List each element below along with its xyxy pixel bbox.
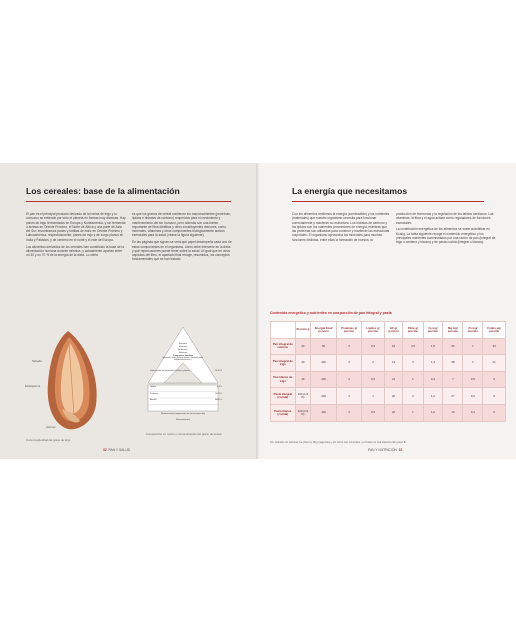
- table-cell: 3: [336, 371, 361, 388]
- label-endosperma: Endosperma: [25, 385, 41, 388]
- pyramid-tier: Compuestos fenólicos: [172, 355, 194, 357]
- paragraph: Con los alimentos recibimos la energía (combustible) y los nutrientes (materiales) que nuestro organismo necesita para funcionar correctamente y mantener su estructura. Los hidratos de carbono y los lípidos son los nutrientes proveedores de energía, mientras que las proteínas son utilizadas para construir y mantener las estructuras corporales. El organismo aprovecha los minerales para muchas funciones distintas, entre ellas la formación de huesos, la: [292, 212, 390, 242]
- row-label: Pan integral de trigo: [271, 355, 296, 372]
- table-cell: 6: [483, 404, 506, 421]
- table-cell: 3: [336, 338, 361, 355]
- table-cell: 4,5: [403, 338, 423, 355]
- table-cell: 0,4: [463, 404, 483, 421]
- table-cell: 1,0: [423, 404, 443, 421]
- right-footer: [368, 448, 402, 452]
- pyramid-tier: Esteroles: [179, 343, 187, 345]
- pyramid-tier: Minerales: [178, 346, 188, 348]
- table-cell: 9: [483, 371, 506, 388]
- table-cell: 10: [443, 404, 463, 421]
- running-head: PAN Y NUTRICIÓN: [368, 448, 397, 452]
- table-header: Folato μg/ porción: [483, 322, 506, 339]
- table-note: HC: hidratos de carbono; Fe (hierro); Mg (magnesio) y Zn (zinc) son minerales, y el folato es una vitamina del grupo B.: [270, 441, 407, 444]
- paragraph: producción de hormonas y la regulación de los latidos cardiacos. Las vitaminas, la fibra y el agua actúan como reguladores de funciones esenciales.: [396, 212, 494, 225]
- row-label: Pasta integral (cocida): [271, 388, 296, 405]
- right-page-title: La energía que necesitamos: [292, 186, 408, 196]
- table-row: [271, 338, 506, 355]
- table-cell: 4: [336, 388, 361, 405]
- right-column-1: [292, 212, 390, 245]
- table-header: Mg mg/ porción: [443, 322, 463, 339]
- table-cell: 34: [443, 338, 463, 355]
- page-number: 32: [103, 448, 107, 452]
- pyramid-row-label: Almidón: [150, 399, 157, 401]
- wheat-grain-illustration: [40, 329, 110, 433]
- pyramid-micro-label: Micronutrientes (componentes de menor proporción): [160, 413, 206, 415]
- table-cell: 100: [311, 404, 337, 421]
- label-germen: Germen: [46, 426, 56, 429]
- table-cell: 14: [384, 355, 402, 372]
- label-salvado: Salvado: [32, 360, 42, 363]
- table-cell: 20: [384, 404, 402, 421]
- table-cell: 1,5: [423, 338, 443, 355]
- table-cell: 7: [443, 371, 463, 388]
- paragraph: En las páginas que siguen se verá qué papel desempeña cada uno de estos componentes en el organismo, cómo debe intervenir en la dieta y qué repercusiones puede tener sobre la salud. Al igual que en otros capítulos del libro, el apartado final recoge, resumidos, los conceptos fundamentales que se han tratado.: [132, 240, 232, 262]
- table-cell: 4: [336, 355, 361, 372]
- table-cell: 3: [336, 404, 361, 421]
- table-header: Zn mg/ porción: [463, 322, 483, 339]
- left-page-title: Los cereales: base de la alimentación: [26, 186, 180, 196]
- book-spread: [0, 163, 516, 459]
- pyramid-row-label: Proteínas: [150, 393, 159, 395]
- pyramid-row-value: 60-80 %: [214, 399, 222, 401]
- table-cell: 0,9: [463, 388, 483, 405]
- table-header: Energía Kcal/ porción: [311, 322, 337, 339]
- table-cell: 2: [403, 388, 423, 405]
- nutrition-table: [270, 321, 506, 422]
- table-cell: 40: [295, 355, 311, 372]
- table-header: Porción g: [295, 322, 311, 339]
- pyramid-sub: (flavonoides, ácidos fenólicos, lignanos, alquilresorcinoles, inhibidores de enzimas...): [162, 358, 204, 361]
- right-column-2: [396, 212, 496, 247]
- composition-pyramid: [140, 327, 226, 427]
- running-head: PAN Y SALUD: [108, 448, 130, 452]
- table-header: [271, 322, 296, 339]
- left-footer: [103, 448, 130, 452]
- pyramid-caption: Composición en macro y micronutrientes del grano de cereal: [146, 432, 222, 436]
- pyramid-row-label: Polisacáridos de los paredes celulares y lignina: [150, 370, 190, 372]
- table-cell: 0,4: [423, 371, 443, 388]
- table-cell: 1,4: [423, 355, 443, 372]
- right-title-rule: [292, 201, 484, 202]
- table-cell: 0,5: [362, 404, 385, 421]
- table-header: Proteínas g/ porción: [336, 322, 361, 339]
- table-cell: 8: [483, 388, 506, 405]
- table-cell: 40: [295, 371, 311, 388]
- table-cell: 38: [443, 355, 463, 372]
- table-cell: 100: [311, 388, 337, 405]
- table-cell: 1: [403, 404, 423, 421]
- table-cell: 1: [403, 371, 423, 388]
- table-row: [271, 388, 506, 405]
- table-title: Contenido energético y nutrientes en una porción de pan integral y pasta: [270, 311, 392, 315]
- left-column-2: [132, 212, 232, 264]
- table-cell: 1: [362, 388, 385, 405]
- right-page: [258, 163, 516, 459]
- pyramid-tier: Ácido fítico: [178, 349, 188, 351]
- table-cell: 2: [362, 355, 385, 372]
- table-cell: 100: [311, 355, 337, 372]
- table-header: Lípidos g/ porción: [362, 322, 385, 339]
- paragraph: La contribución energética de los alimentos se suele cuantificar en Kcal/g. La tabla siguiente recoge el contenido energético y los principales nutrientes suministrados por una ración de pan (integral de trigo o centeno y blanco) y de pasta cocida (integral o blanca).: [396, 227, 496, 245]
- table-header: Fibra g/ porción: [403, 322, 423, 339]
- paragraph: El pan es el principal producto derivado de la harina de trigo y lo consumo se extiende por todo el planeta en formas muy diversas. Hay panes de trigo fermentados en Europa y Norteamérica, y sin fermentar o ácimos en Oriente Próximo, el Norte de África y una parte de Asia del Sur; encontramos panes y tortillas de maíz en Oriente Próximo y Latinoamérica, respectivamente; panes de mijo y de sorgo planos en India y Pakistán, y de centeno en el norte y el este de Europa.: [26, 212, 126, 242]
- page-number: 33: [398, 448, 403, 452]
- pyramid-macro-label: Macronutrientes: [176, 419, 190, 421]
- table-cell: 1,2: [423, 388, 443, 405]
- table-cell: 1: [463, 355, 483, 372]
- table-cell: 34: [483, 338, 506, 355]
- pyramid-row-label: Lípidos: [150, 386, 157, 388]
- table-cell: 3: [403, 355, 423, 372]
- table-header: Fe mg/ porción: [423, 322, 443, 339]
- table-row: [271, 355, 506, 372]
- table-cell: 20: [384, 388, 402, 405]
- row-label: Pasta blanca (cocida): [271, 404, 296, 421]
- table-cell: 40: [295, 338, 311, 355]
- table-cell: 0,5: [362, 338, 385, 355]
- table-header: HC g/ porción: [384, 322, 402, 339]
- table-row: [271, 404, 506, 421]
- grain-caption: Corte longitudinal del grano de trigo: [26, 438, 71, 442]
- table-cell: 16: [384, 338, 402, 355]
- table-cell: 100 (1/4 lb): [295, 388, 311, 405]
- left-column-1: [26, 212, 126, 260]
- row-label: Pan blanco de trigo: [271, 371, 296, 388]
- pyramid-row-value: 10-15 %: [214, 393, 222, 395]
- pyramid-row-value: 10-15 %: [214, 370, 222, 372]
- row-label: Pan integral de centeno: [271, 338, 296, 355]
- pyramid-tier: Vitaminas: [178, 352, 188, 354]
- table-row: [271, 371, 506, 388]
- table-cell: 21: [483, 355, 506, 372]
- table-cell: 90: [311, 338, 337, 355]
- paragraph: es que los granos de cereal contienen los macronutrientes (proteínas, lípidos e hidratos de carbono) requeridos para el crecimiento y mantenimiento del ser humano, pero además son una fuente importante de fibra dietética y otros constituyentes menores, como minerales, vitaminas y otros componentes biológicamente activos esenciales para la salud (véase la figura siguiente).: [132, 212, 231, 238]
- table-cell: 100 (1/4 lb): [295, 404, 311, 421]
- table-cell: 1: [463, 338, 483, 355]
- left-page: [0, 163, 258, 459]
- pyramid-row-value: 2-3 %: [217, 386, 222, 388]
- table-cell: 27: [443, 388, 463, 405]
- table-cell: 21: [384, 371, 402, 388]
- paragraph: Los alimentos derivados de los cereales han constituido la base de la alimentación humana durante milenios, y actualmente aportan entre un 30 y un 70 % de la energía de la dieta. Lo cierto: [26, 244, 124, 258]
- book-gutter: [256, 163, 260, 459]
- left-title-rule: [26, 201, 231, 202]
- table-cell: 0,5: [463, 371, 483, 388]
- table-header-row: [271, 322, 506, 339]
- table-cell: 100: [311, 371, 337, 388]
- table-cell: 0,5: [362, 371, 385, 388]
